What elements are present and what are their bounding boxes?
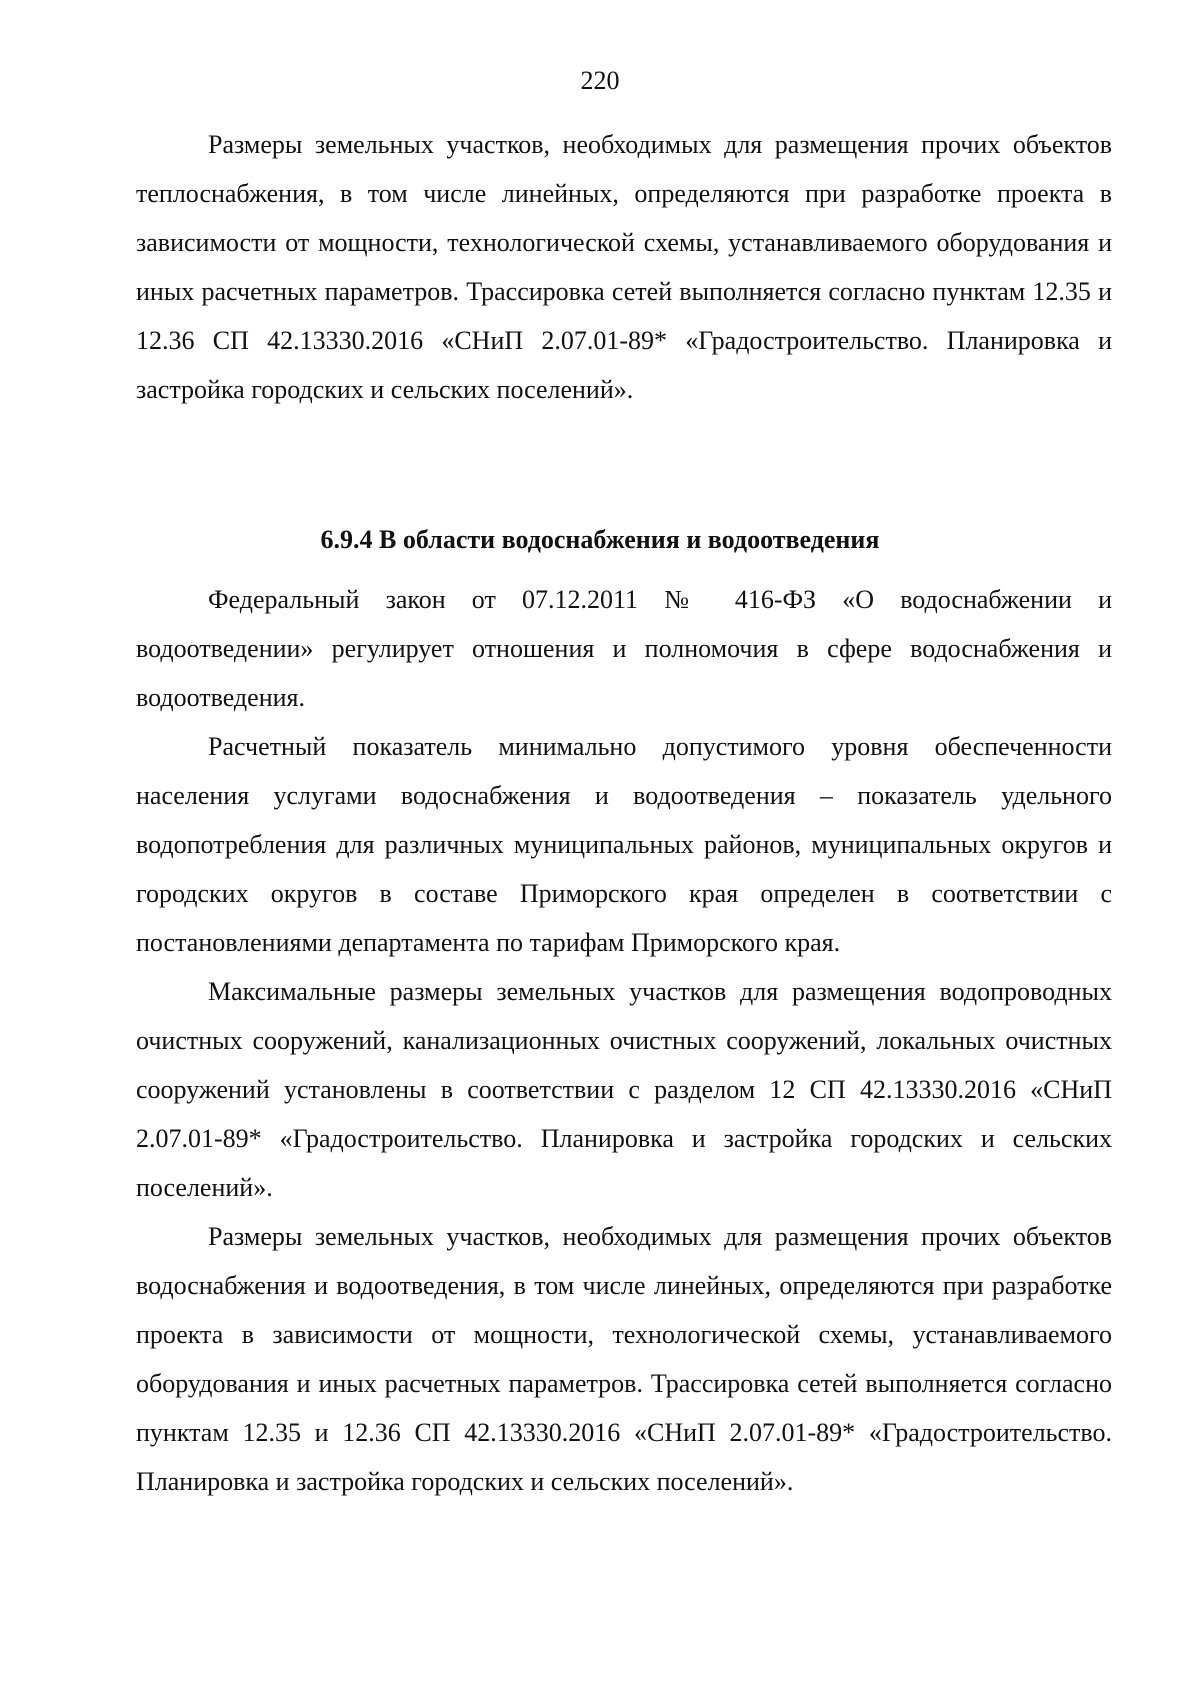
intro-text-block xyxy=(136,120,1112,414)
section-text-block xyxy=(136,575,1112,1506)
section-paragraph-max-sizes: Максимальные размеры земельных участков для размещения водопроводных очистных сооружений, канализационных очистных сооружений, локальных очистных сооружений установлены в соответствии с разделом 12 СП 42.13330.2016 «СНиП 2.07.01-89* «Градостроительство. Планировка и застройка городских и сельских поселений». xyxy=(136,977,1112,1202)
intro-paragraph: Размеры земельных участков, необходимых для размещения прочих объектов теплоснабжения, в том числе линейных, определяются при разработке проекта в зависимости от мощности, технологической схемы, устанавливаемого оборудования и иных расчетных параметров. Трассировка сетей выполняется согласно пунктам 12.35 и 12.36 СП 42.13330.2016 «СНиП 2.07.01-89* «Градостроительство. Планировка и застройка городских и сельских поселений». xyxy=(136,130,1112,404)
page-number: 220 xyxy=(580,66,620,95)
section-paragraph-law: Федеральный закон от 07.12.2011 № 416-ФЗ «О водоснабжении и водоотведении» регулирует отношения и полномочия в сфере водоснабжения и водоотведения. xyxy=(136,585,1112,712)
section-paragraph-other-objects: Размеры земельных участков, необходимых для размещения прочих объектов водоснабжения и водоотведения, в том числе линейных, определяются при разработке проекта в зависимости от мощности, технологической схемы, устанавливаемого оборудования и иных расчетных параметров. Трассировка сетей выполняется согласно пунктам 12.35 и 12.36 СП 42.13330.2016 «СНиП 2.07.01-89* «Градостроительство. Планировка и застройка городских и сельских поселений». xyxy=(136,1222,1112,1496)
section-paragraph-indicator: Расчетный показатель минимально допустимого уровня обеспеченности населения услугами водоснабжения и водоотведения – показатель удельного водопотребления для различных муниципальных районов, муниципальных округов и городских округов в составе Приморского края определен в соответствии с постановлениями департамента по тарифам Приморского края. xyxy=(136,732,1112,957)
section-heading: 6.9.4 В области водоснабжения и водоотведения xyxy=(320,525,880,554)
